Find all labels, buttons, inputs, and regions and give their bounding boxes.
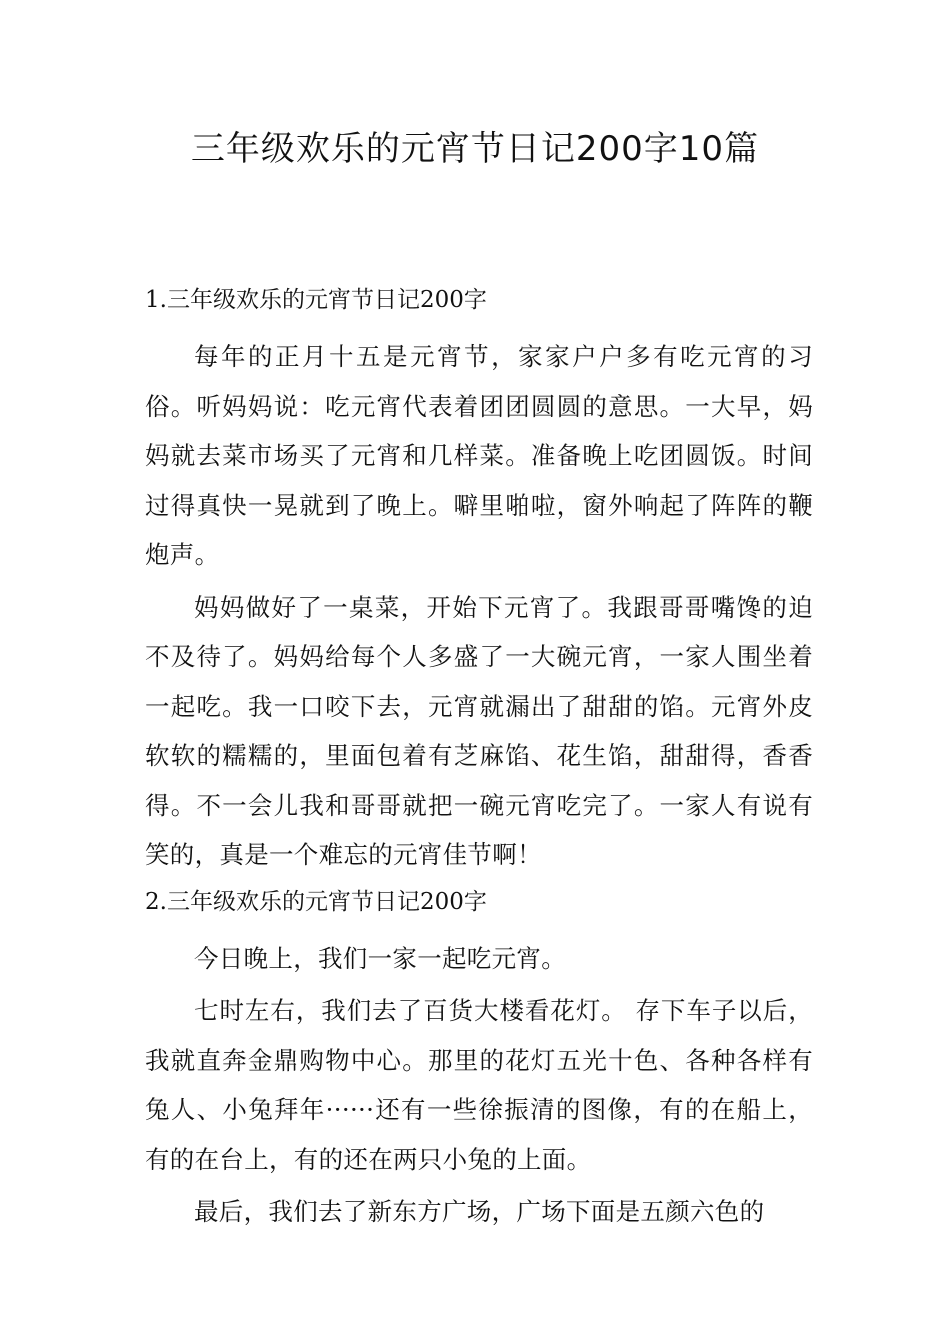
diary-entry-1 — [145, 282, 813, 880]
entry-heading: 1.三年级欢乐的元宵节日记200字 — [145, 287, 487, 313]
document-title: 三年级欢乐的元宵节日记200字10篇 — [190, 129, 760, 169]
paragraph: 最后，我们去了新东方广场，广场下面是五颜六色的 — [194, 1197, 765, 1226]
entry-heading: 2.三年级欢乐的元宵节日记200字 — [145, 888, 487, 915]
paragraph: 今日晚上，我们一家一起吃元宵。 — [194, 943, 566, 973]
paragraph: 七时左右，我们去了百货大楼看花灯。 存下车子以后，我就直奔金鼎购物中心。那里的花灯五光十色、各种各样有兔人、小兔拜年······还有一些徐振清的图像，有的在船上，有的在台上，有的还在两只小兔的上面。 — [145, 996, 813, 1174]
diary-entry-2 — [145, 884, 813, 1237]
paragraph: 妈妈做好了一桌菜，开始下元宵了。我跟哥哥嘴馋的迫不及待了。妈妈给每个人多盛了一大碗元宵，一家人围坐着一起吃。我一口咬下去，元宵就漏出了甜甜的馅。元宵外皮软软的糯糯的，里面包着有芝麻馅、花生馅，甜甜得，香香得。不一会儿我和哥哥就把一碗元宵吃完了。一家人有说有笑的，真是一个难忘的元宵佳节啊！ — [145, 592, 813, 869]
paragraph: 每年的正月十五是元宵节，家家户户多有吃元宵的习俗。听妈妈说：吃元宵代表着团团圆圆的意思。一大早，妈妈就去菜市场买了元宵和几样菜。准备晚上吃团圆饭。时间过得真快一晃就到了晚上。噼里啪啦，窗外响起了阵阵的鞭炮声。 — [145, 342, 813, 569]
document-body — [145, 282, 813, 1240]
